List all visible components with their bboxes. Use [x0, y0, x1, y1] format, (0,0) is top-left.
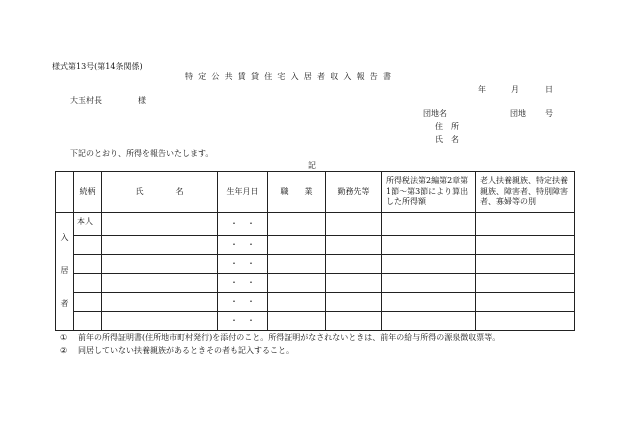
name-cell[interactable] — [102, 255, 218, 274]
workplace-cell[interactable] — [326, 274, 382, 293]
address-label: 住 所 — [435, 122, 459, 131]
occupation-cell[interactable] — [268, 255, 326, 274]
note-2 — [60, 347, 294, 355]
dob-cell[interactable]: ・・ — [218, 312, 268, 331]
occupation-cell[interactable] — [268, 236, 326, 255]
addressee: 大玉村長 — [70, 96, 102, 105]
relation-cell[interactable] — [74, 274, 102, 293]
income-cell[interactable] — [382, 274, 476, 293]
dependents-cell[interactable] — [476, 213, 575, 236]
table-row — [56, 236, 575, 255]
occupation-cell[interactable] — [268, 213, 326, 236]
date-day: 日 — [545, 85, 553, 94]
name-cell[interactable] — [102, 312, 218, 331]
dependents-cell[interactable] — [476, 274, 575, 293]
table-row — [56, 255, 575, 274]
income-cell[interactable] — [382, 255, 476, 274]
table-row — [56, 213, 575, 236]
income-cell[interactable] — [382, 312, 476, 331]
room-suffix: 号 — [545, 109, 553, 118]
table-row — [56, 274, 575, 293]
workplace-cell[interactable] — [326, 312, 382, 331]
dob-cell[interactable]: ・・ — [218, 274, 268, 293]
side-char: 者 — [60, 299, 69, 309]
occupation-cell[interactable] — [268, 274, 326, 293]
intro-text: 下記のとおり、所得を報告いたします。 — [70, 149, 214, 158]
note-number: ① — [60, 333, 68, 342]
header-dependents: 老人扶養親族、特定扶養親族、障害者、特別障害者、寡婦等の別 — [476, 172, 575, 213]
relation-cell[interactable] — [74, 255, 102, 274]
name-cell[interactable] — [102, 236, 218, 255]
header-blank — [56, 172, 74, 213]
side-char: 居 — [60, 266, 69, 276]
note-text: 同居していない扶養親族があるときその者も記入すること。 — [78, 346, 294, 355]
date-year: 年 — [478, 85, 486, 94]
workplace-cell[interactable] — [326, 213, 382, 236]
table-row — [56, 293, 575, 312]
side-char: 入 — [60, 232, 69, 242]
occupation-cell[interactable] — [268, 293, 326, 312]
header-income: 所得税法第2編第2章第1節～第3節により算出した所得額 — [382, 172, 476, 213]
dob-cell[interactable]: ・・ — [218, 213, 268, 236]
header-relation: 続柄 — [74, 172, 102, 213]
occupation-cell[interactable] — [268, 312, 326, 331]
document-title: 特定公共賃貸住宅入居者収入報告書 — [185, 72, 397, 81]
note-1 — [60, 334, 500, 342]
room-label: 団地 — [510, 109, 526, 118]
income-cell[interactable] — [382, 236, 476, 255]
danchi-label: 団地名 — [423, 109, 447, 118]
workplace-cell[interactable] — [326, 293, 382, 312]
relation-cell[interactable]: 本人 — [74, 213, 102, 236]
name-cell[interactable] — [102, 274, 218, 293]
income-cell[interactable] — [382, 293, 476, 312]
income-cell[interactable] — [382, 213, 476, 236]
resident-side-label — [56, 213, 74, 331]
dependents-cell[interactable] — [476, 312, 575, 331]
dependents-cell[interactable] — [476, 293, 575, 312]
honorific: 様 — [138, 96, 146, 105]
dependents-cell[interactable] — [476, 236, 575, 255]
relation-cell[interactable] — [74, 236, 102, 255]
addressee-line — [70, 96, 146, 105]
relation-cell[interactable] — [74, 293, 102, 312]
dob-cell[interactable]: ・・ — [218, 293, 268, 312]
name-cell[interactable] — [102, 293, 218, 312]
name-label: 氏 名 — [435, 135, 459, 144]
table-header-row — [56, 172, 575, 213]
dependents-cell[interactable] — [476, 255, 575, 274]
note-text: 前年の所得証明書(住所地市町村発行)を添付のこと。所得証明がなされないときは、前年の給与所得の源泉徴収票等。 — [78, 333, 501, 342]
workplace-cell[interactable] — [326, 255, 382, 274]
header-name: 氏 名 — [102, 172, 218, 213]
header-dob: 生年月日 — [218, 172, 268, 213]
name-cell[interactable] — [102, 213, 218, 236]
form-id: 様式第13号(第14条関係) — [52, 62, 143, 71]
dob-cell[interactable]: ・・ — [218, 236, 268, 255]
income-report-table — [55, 171, 575, 331]
ki-marker: 記 — [308, 161, 316, 170]
header-workplace: 勤務先等 — [326, 172, 382, 213]
note-number: ② — [60, 346, 68, 355]
relation-cell[interactable] — [74, 312, 102, 331]
date-month: 月 — [511, 85, 519, 94]
header-occupation: 職 業 — [268, 172, 326, 213]
dob-cell[interactable]: ・・ — [218, 255, 268, 274]
workplace-cell[interactable] — [326, 236, 382, 255]
table-row — [56, 312, 575, 331]
